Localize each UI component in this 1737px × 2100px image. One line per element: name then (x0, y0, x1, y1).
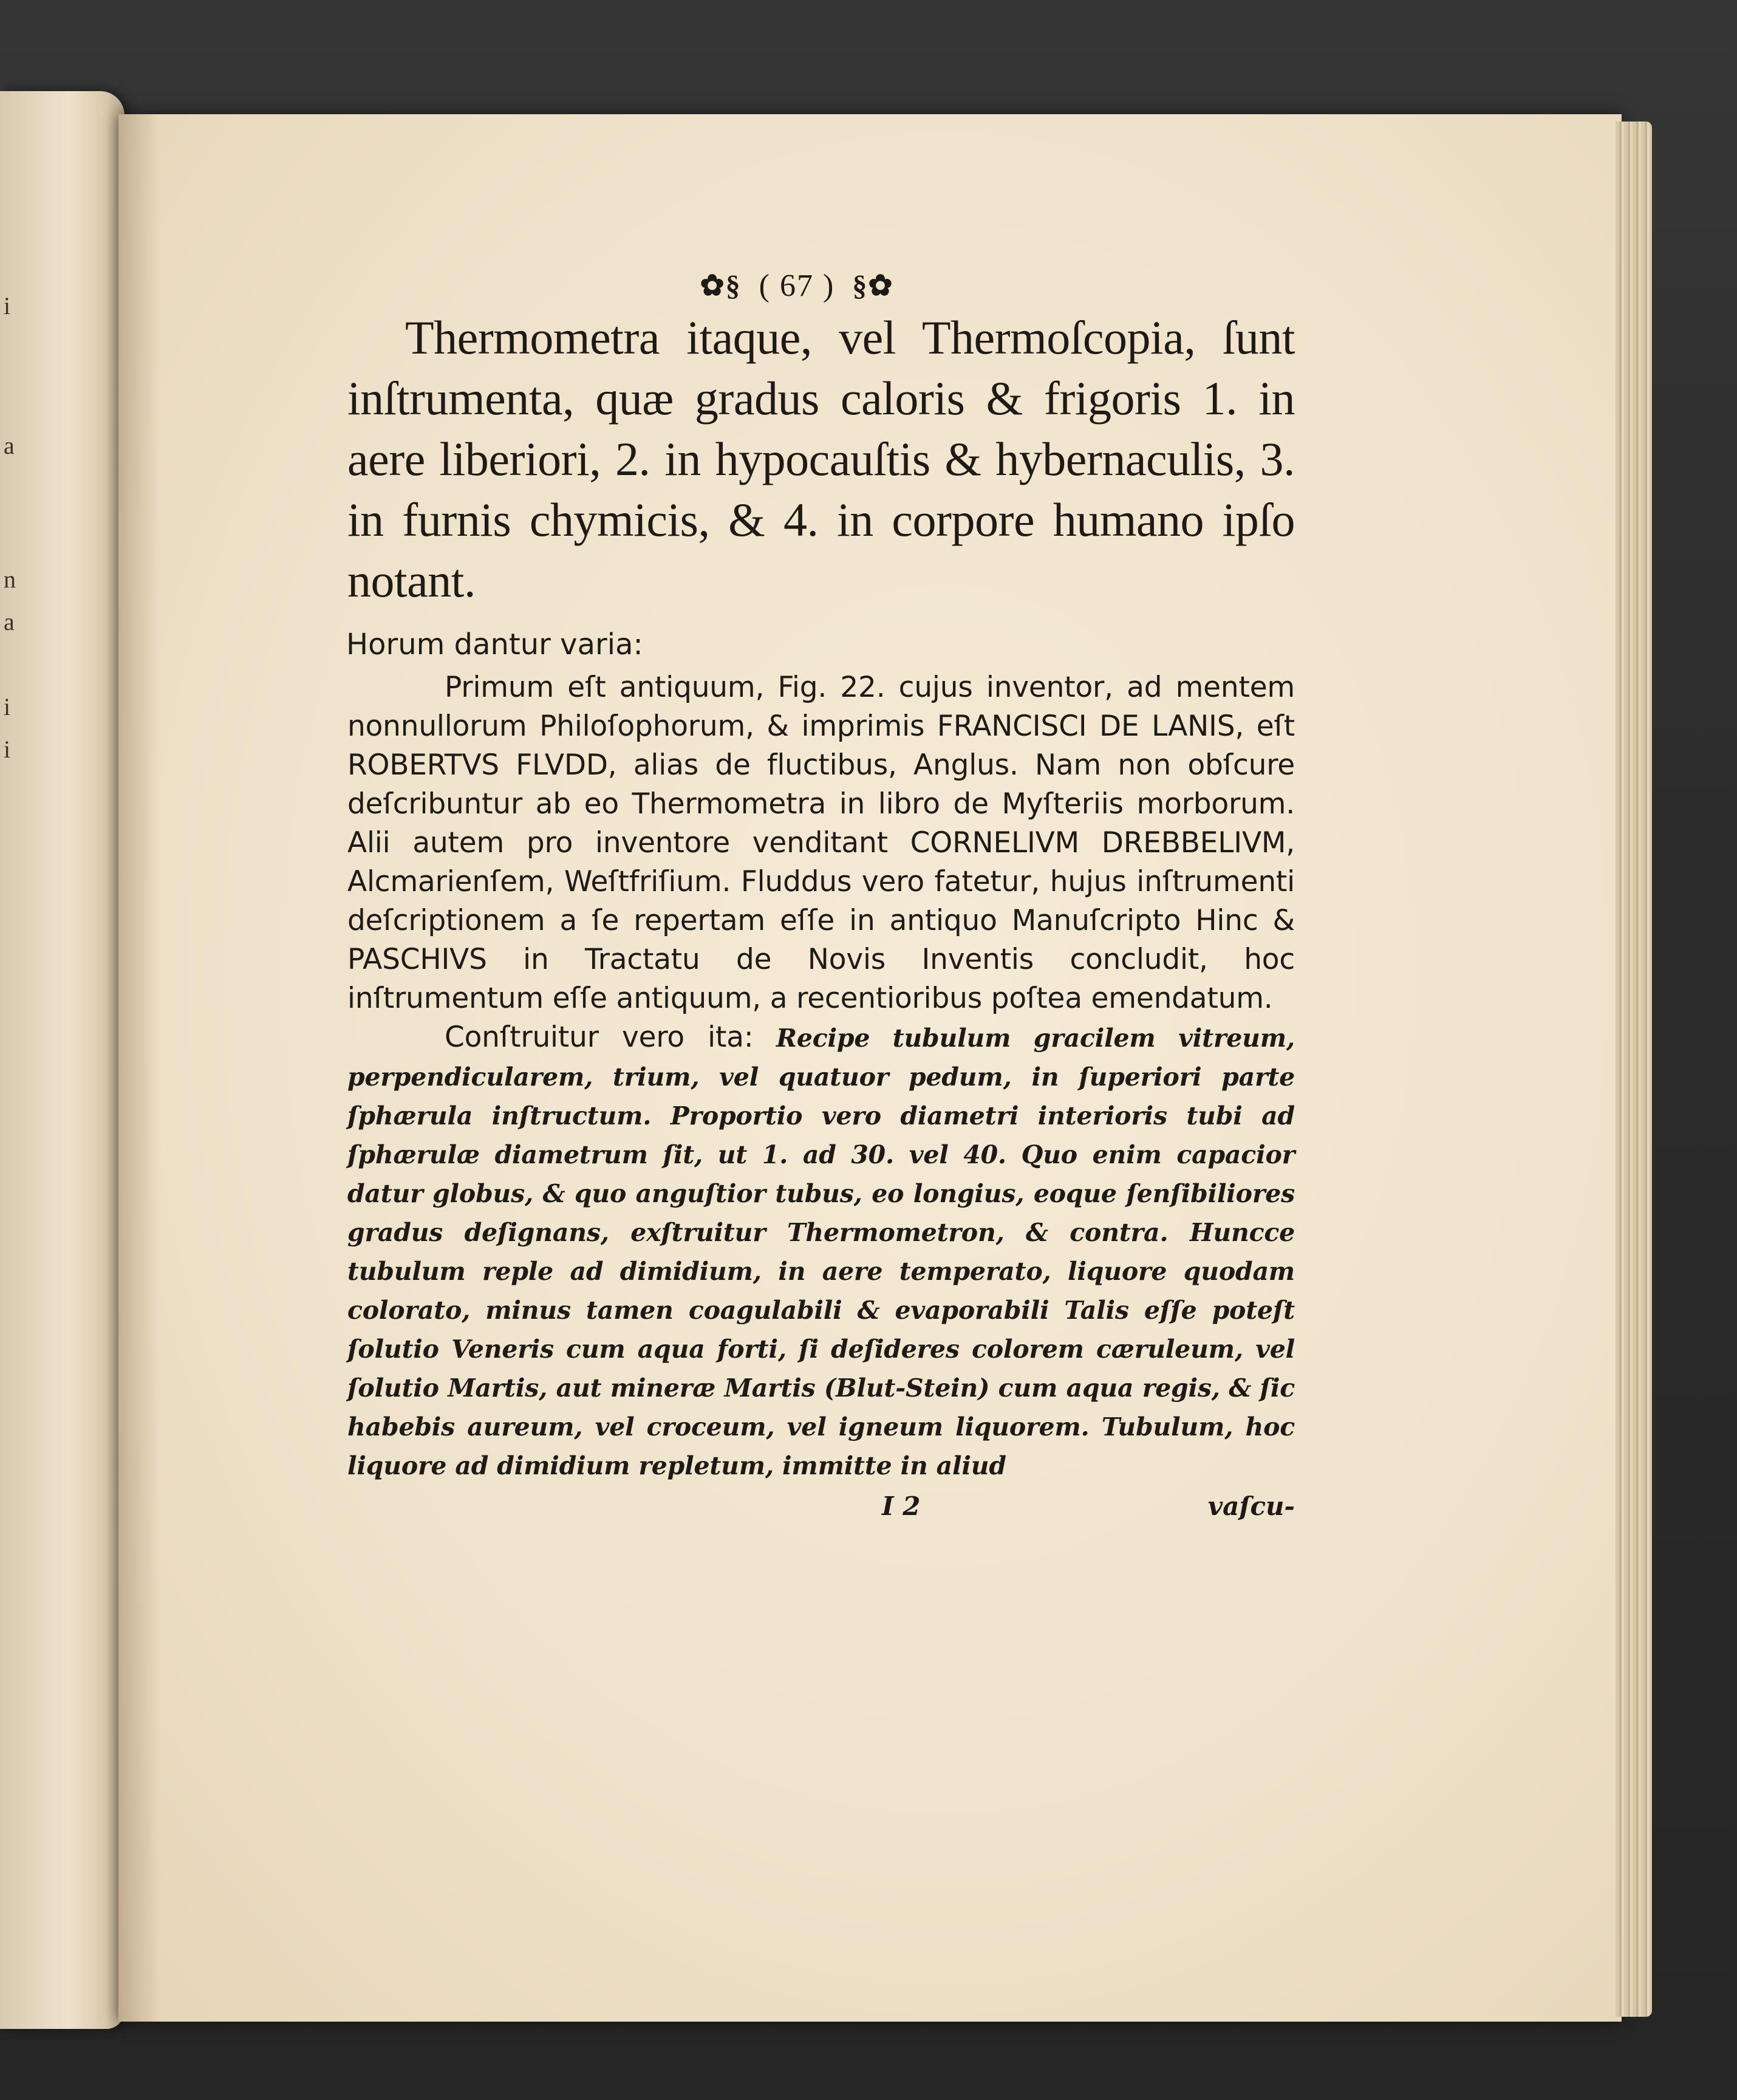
lead-paragraph-text: Thermometra itaque, vel Thermoſcopia, ſunt inſtrumenta, quæ gradus caloris & frigoris 1. in aere liberiori, 2. in hypocauſtis & hybernaculis, 3. in furnis chymicis, & 4. in corpore humano ipſo notant. (347, 311, 1295, 607)
signature-mark: I 2 (882, 1491, 921, 1521)
paragraph-construction (347, 1018, 1295, 1485)
ornament-left: ✿§ (700, 270, 742, 303)
ornament-right: §✿ (852, 270, 894, 303)
left-page-fragment: a (4, 432, 15, 459)
page-number: ( 67 ) (759, 268, 835, 304)
page-text-block (347, 260, 1295, 1528)
gutter-shadow (118, 114, 161, 2022)
paragraph-primum-text: Primum eſt antiquum, Fig. 22. cujus inventor, ad mentem nonnullorum Philoſophorum, & imprimis FRANCISCI DE LANIS, eſt ROBERTVS FLVDD, alias de fluctibus, Anglus. Nam non obſcure deſcribuntur ab eo Thermometra in libro de Myſteriis morborum. Alii autem pro inventore venditant CORNELIVM DREBBELIVM, Alcmarienſem, Weſtfriſium. Fluddus vero fatetur, hujus inſtrumenti deſcriptionem a ſe repertam eſſe in antiquo Manuſcripto Hinc & PASCHIVS in Tractatu de Novis Inventis concludit, hoc inſtrumentum eſſe antiquum, a recentioribus poſtea emendatum. (347, 671, 1295, 1015)
left-page-fragment: a (4, 608, 15, 635)
left-page-edge (0, 91, 125, 2029)
left-page-fragment: i (4, 736, 11, 763)
catchword: vaſcu- (1207, 1491, 1295, 1521)
paragraph-primum (347, 668, 1295, 1018)
running-head (299, 260, 1295, 307)
lead-paragraph (347, 307, 1295, 611)
left-page-fragment: n (4, 566, 16, 593)
subheading: Horum dantur varia: (346, 628, 643, 662)
paragraph-construction-lead: Conſtruitur vero ita: (445, 1021, 754, 1054)
left-page-fragment: i (4, 693, 11, 720)
left-page-fragment: i (4, 292, 11, 320)
page-footer-line (347, 1485, 1295, 1528)
page-fore-edge (1616, 121, 1652, 2017)
paragraph-construction-text: Recipe tubulum gracilem vitreum, perpendicularem, trium, vel quatuor pedum, in ſuperiori parte ſphærula inſtructum. Proportio vero diametri interioris tubi ad ſphærulæ diametrum ſit, ut 1. ad 30. vel 40. Quo enim capacior datur globus, & quo anguſtior tubus, eo longius, eoque ſenſibiliores gradus deſignans, exſtruitur Thermometron, & contra. Huncce tubulum reple ad dimidium, in aere temperato, liquore quodam colorato, minus tamen coagulabili & evaporabili Talis eſſe poteſt ſolutio Veneris cum aqua forti, ſi deſideres colorem cæruleum, vel ſolutio Martis, aut mineræ Martis (Blut-Stein) cum aqua regis, & ſic habebis aureum, vel croceum, vel igneum liquorem. Tubulum, hoc liquore ad dimidium repletum, immitte in aliud (347, 1024, 1295, 1480)
